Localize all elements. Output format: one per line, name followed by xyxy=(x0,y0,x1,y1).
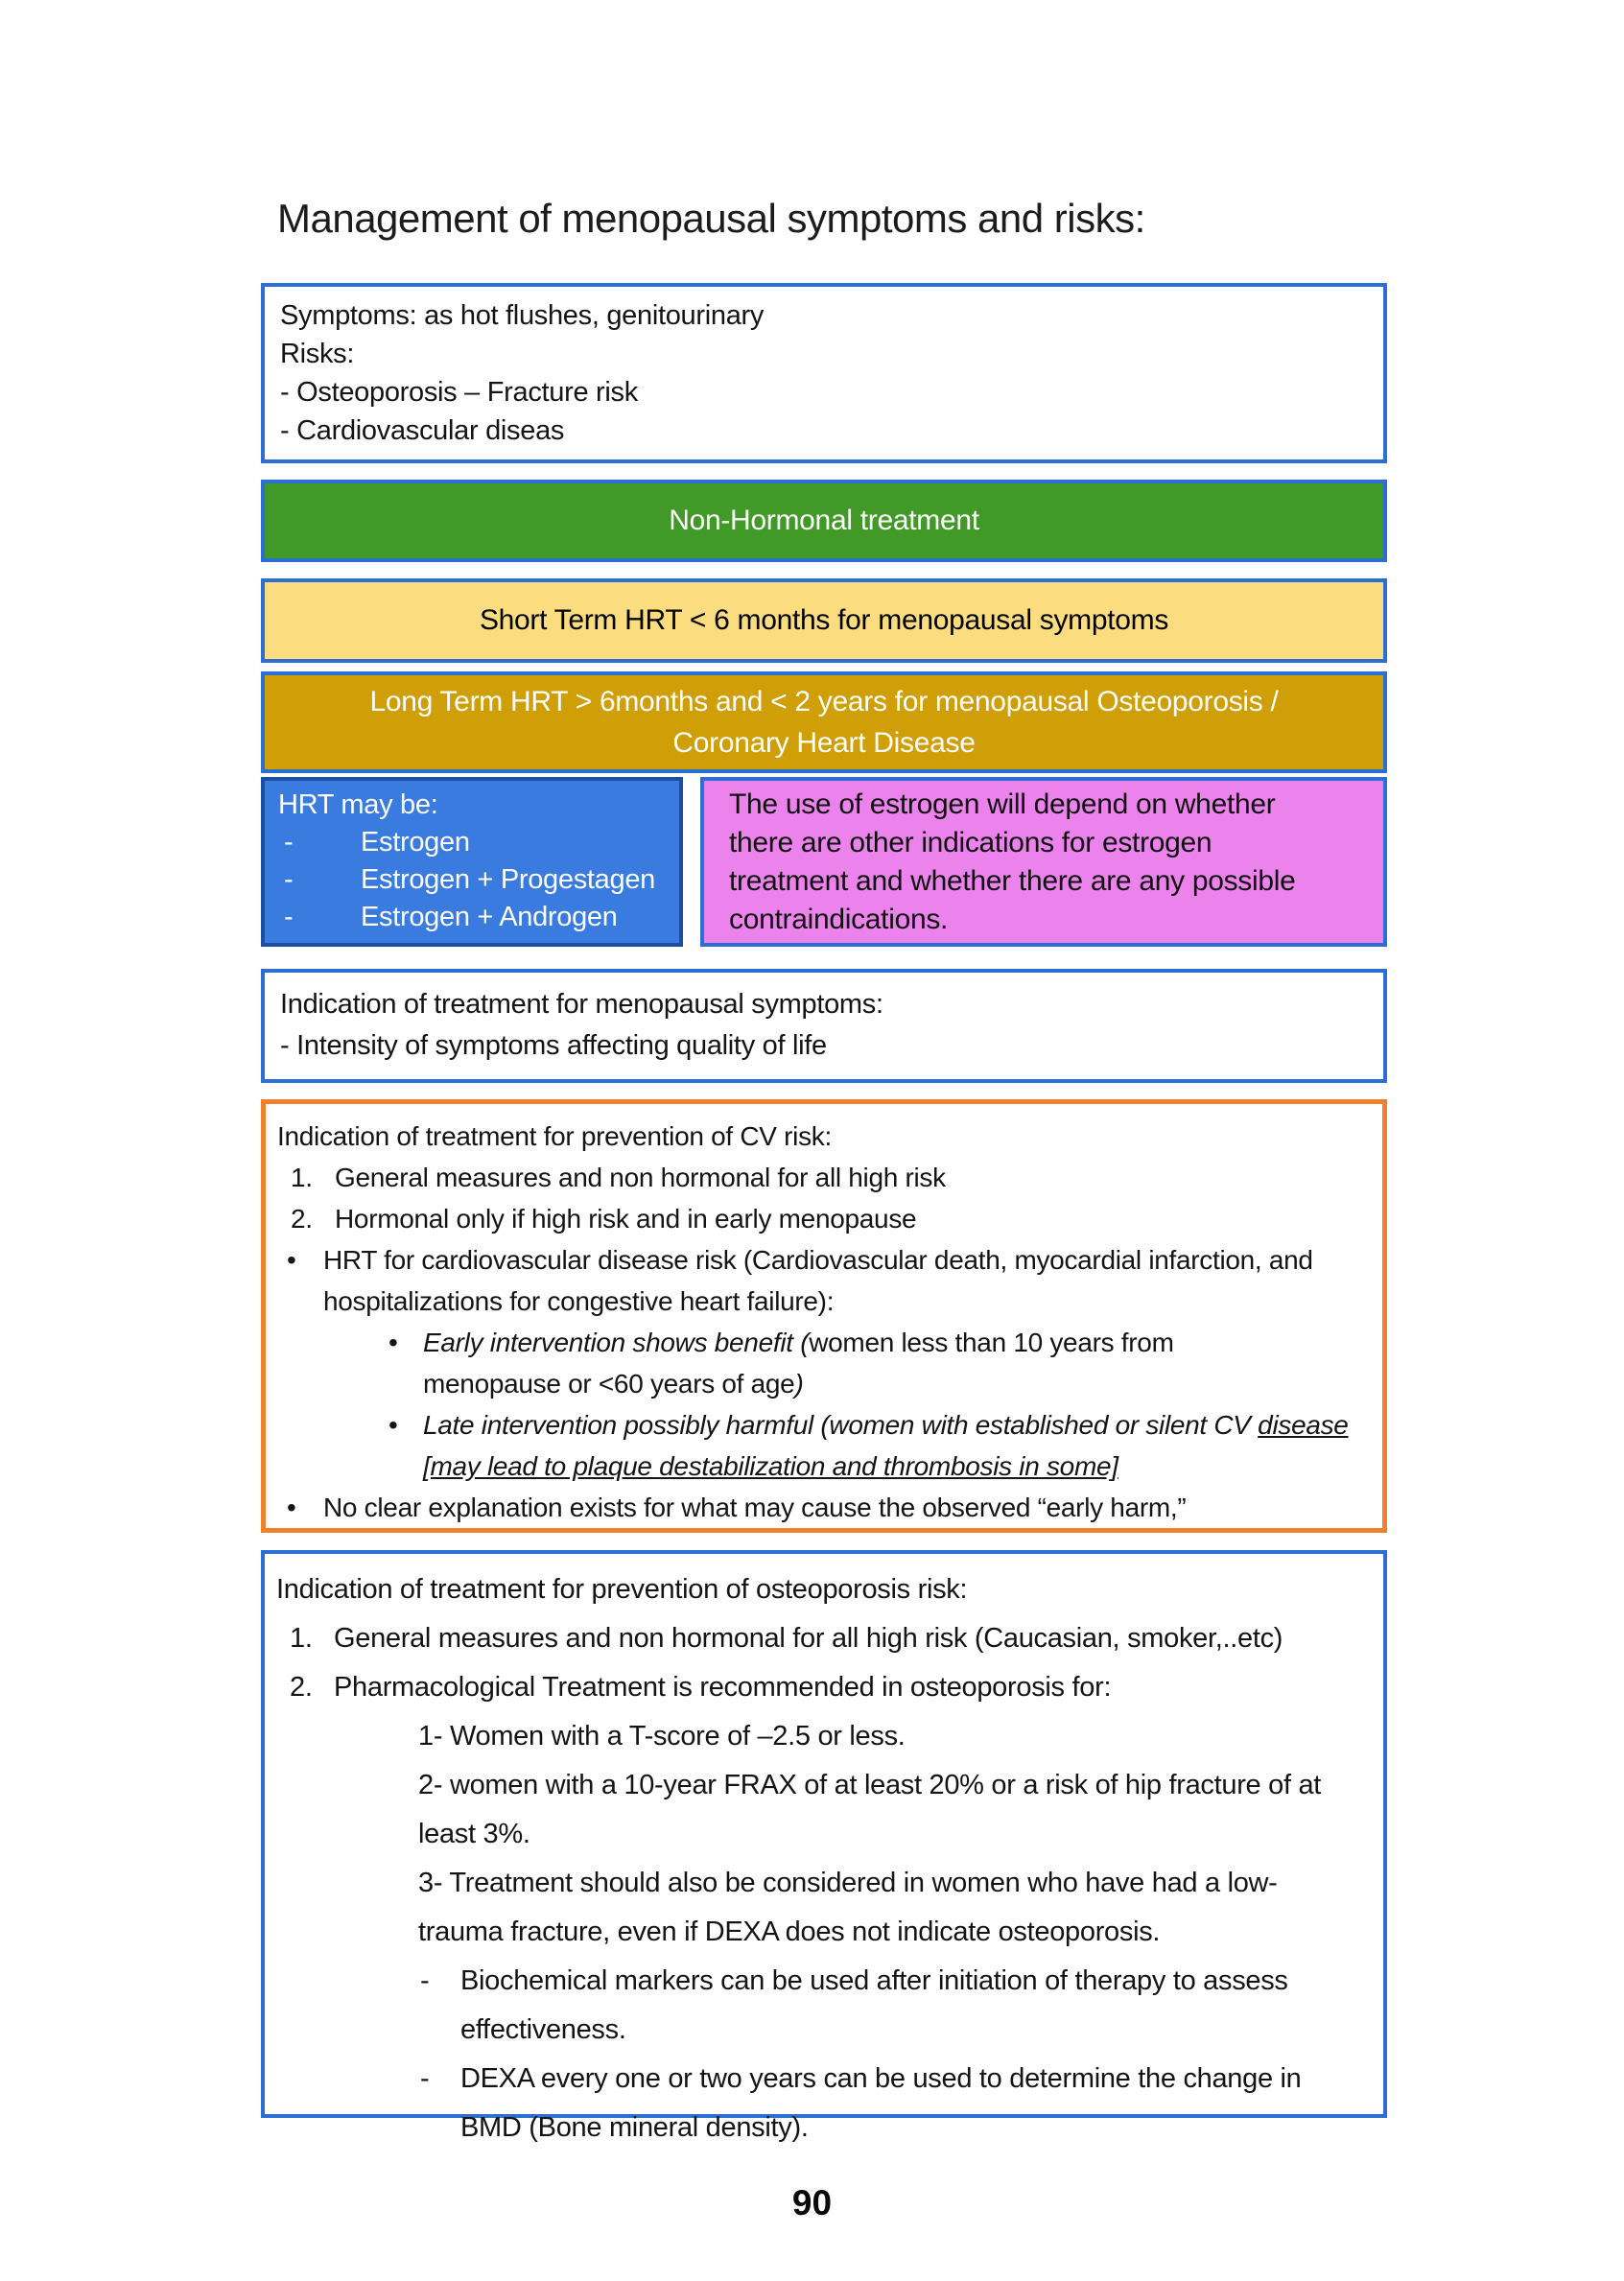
late-harm-italic: Late intervention possibly harmful (women with established or silent CV xyxy=(423,1410,1259,1440)
risk-osteoporosis-line: - Osteoporosis – Fracture risk xyxy=(280,377,638,408)
late-harm-underlined: disease [may lead to plaque destabilization and thrombosis in some] xyxy=(423,1410,1349,1481)
early-benefit-close: ) xyxy=(794,1369,804,1399)
symptoms-risks-box xyxy=(261,283,1387,463)
number-marker: 1. xyxy=(291,1163,313,1192)
osteo-criterion: 3- Treatment should also be considered in women who have had a low-trauma fracture, even if DEXA does not indicate osteoporosis. xyxy=(418,1868,1278,1947)
number-marker: 2. xyxy=(290,1672,313,1703)
page-number: 90 xyxy=(791,2183,833,2222)
osteo-heading: Indication of treatment for prevention of osteoporosis risk: xyxy=(276,1574,968,1605)
dash-marker: - xyxy=(284,864,294,895)
cv-risk-heading: Indication of treatment for prevention of CV risk: xyxy=(277,1121,832,1151)
bullet-icon: • xyxy=(287,1245,296,1275)
long-term-hrt-line1: Long Term HRT > 6months and < 2 years for menopausal Osteoporosis / xyxy=(369,686,1279,717)
estrogen-note-box xyxy=(700,777,1387,947)
menopausal-indication-line: - Intensity of symptoms affecting quality of life xyxy=(280,1030,827,1061)
risk-cardiovascular-line: - Cardiovascular diseas xyxy=(280,415,565,446)
estrogen-note-text: The use of estrogen will depend on whether there are other indications for estrogen treatment and whether there are any possible contraindications. xyxy=(729,788,1296,935)
osteoporosis-risk-box xyxy=(261,1550,1387,2143)
osteo-dash-item xyxy=(276,1957,1324,2055)
bullet-icon: • xyxy=(287,1493,296,1522)
dash-marker: - xyxy=(420,2063,430,2094)
cv-hrt-bullet-text: HRT for cardiovascular disease risk (Cardiovascular death, myocardial infarction, and hospitalizations for congestive heart failure): xyxy=(323,1245,1313,1316)
long-term-hrt-banner xyxy=(261,671,1387,773)
osteo-numbered-item xyxy=(276,1663,1372,1712)
risks-label: Risks: xyxy=(280,339,355,369)
number-marker: 1. xyxy=(290,1623,313,1654)
cv-risk-box xyxy=(261,1099,1387,1533)
cv-no-clear-item xyxy=(277,1487,1371,1528)
non-hormonal-banner xyxy=(261,480,1387,562)
bullet-icon: • xyxy=(388,1410,398,1440)
symptoms-line: Symptoms: as hot flushes, genitourinary xyxy=(280,300,765,331)
bullet-icon: • xyxy=(388,1328,398,1357)
osteo-numbered-text: General measures and non hormonal for all high risk (Caucasian, smoker,..etc) xyxy=(334,1623,1283,1654)
osteo-dash-text: Biochemical markers can be used after initiation of therapy to assess effectiveness. xyxy=(460,1965,1288,2045)
early-benefit-italic: Early intervention shows benefit ( xyxy=(423,1328,810,1357)
osteo-criterion: 2- women with a 10-year FRAX of at least 20% or a risk of hip fracture of at least 3%. xyxy=(418,1770,1322,1849)
hrt-type-item xyxy=(278,824,666,861)
osteo-dash-item xyxy=(276,2055,1324,2152)
cv-numbered-item xyxy=(277,1157,1371,1198)
cv-late-intervention-item xyxy=(277,1404,1371,1487)
dash-marker: - xyxy=(420,1965,430,1996)
menopausal-indication-box xyxy=(261,969,1387,1083)
early-benefit-normal: women less than 10 years from menopause or <60 years of age xyxy=(423,1328,1174,1399)
osteo-numbered-text: Pharmacological Treatment is recommended in osteoporosis for: xyxy=(334,1672,1112,1703)
osteo-dash-text: DEXA every one or two years can be used to determine the change in BMD (Bone mineral density). xyxy=(460,2063,1302,2143)
non-hormonal-label: Non-Hormonal treatment xyxy=(669,505,979,536)
number-marker: 2. xyxy=(291,1204,313,1234)
hrt-type-item xyxy=(278,861,666,899)
short-term-hrt-label: Short Term HRT < 6 months for menopausal symptoms xyxy=(479,604,1169,636)
hrt-type-label: Estrogen xyxy=(361,827,470,858)
hrt-type-label: Estrogen + Progestagen xyxy=(361,864,655,895)
menopausal-indication-heading: Indication of treatment for menopausal symptoms: xyxy=(280,989,883,1020)
dash-marker: - xyxy=(284,827,294,858)
osteo-criterion: 1- Women with a T-score of –2.5 or less. xyxy=(418,1721,906,1752)
long-term-hrt-line2: Coronary Heart Disease xyxy=(672,727,976,759)
cv-hrt-bullet xyxy=(277,1239,1371,1322)
hrt-types-box xyxy=(261,777,683,947)
hrt-type-item xyxy=(278,899,666,936)
cv-no-clear-text: No clear explanation exists for what may cause the observed “early harm,” xyxy=(323,1493,1187,1522)
cv-numbered-item xyxy=(277,1198,1371,1239)
hrt-type-label: Estrogen + Androgen xyxy=(361,902,618,932)
cv-numbered-text: General measures and non hormonal for all high risk xyxy=(335,1163,946,1192)
dash-marker: - xyxy=(284,902,294,932)
osteo-numbered-item xyxy=(276,1614,1372,1663)
cv-early-intervention-item xyxy=(277,1322,1267,1404)
short-term-hrt-banner xyxy=(261,578,1387,663)
page-title: Management of menopausal symptoms and risks: xyxy=(277,196,1145,241)
hrt-types-heading: HRT may be: xyxy=(278,789,438,820)
cv-numbered-text: Hormonal only if high risk and in early menopause xyxy=(335,1204,917,1234)
